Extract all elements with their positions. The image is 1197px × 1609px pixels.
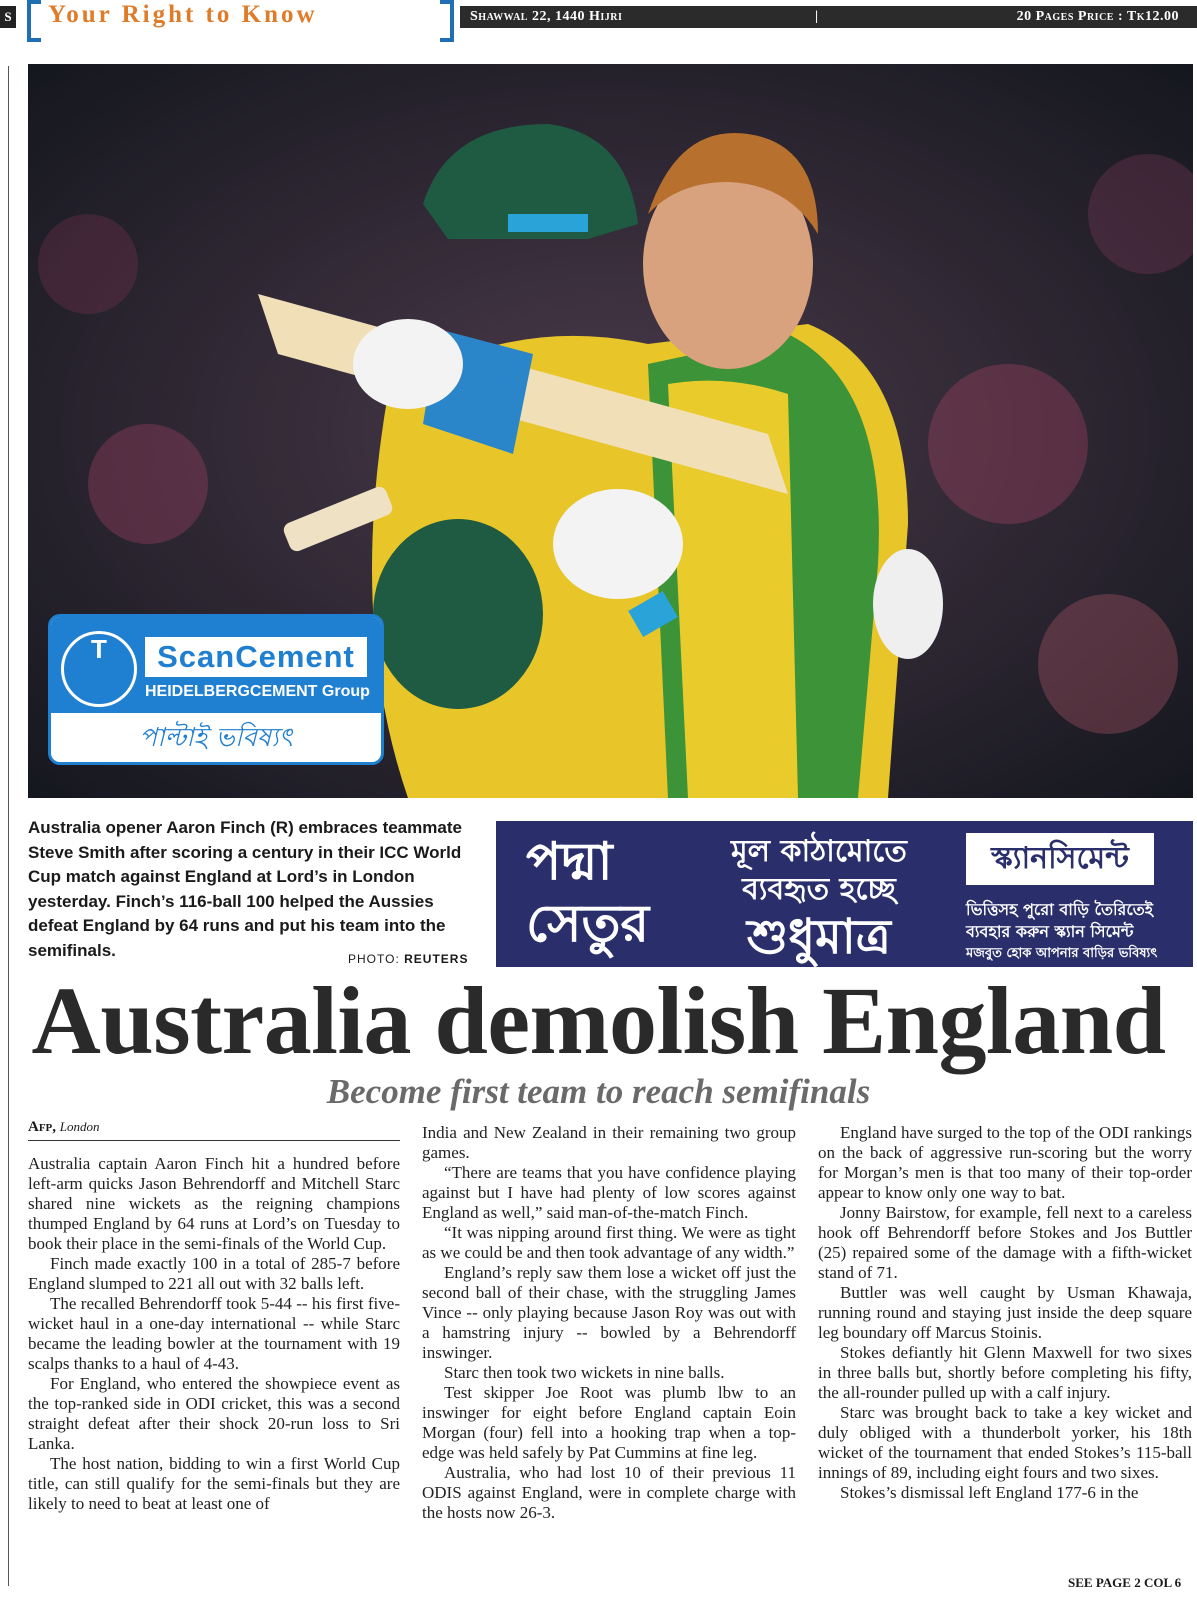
ad-middle-text bbox=[731, 833, 907, 965]
photo-credit-source: REUTERS bbox=[404, 952, 469, 966]
padma-bridge-ad bbox=[496, 821, 1193, 967]
ad-brand-box: স্ক্যানসিমেন্ট bbox=[966, 833, 1154, 885]
ad-mid-line-2: ব্যবহৃত হচ্ছে bbox=[742, 872, 896, 907]
paragraph: Jonny Bairstow, for example, fell next to a careless hook off Behrendorff before Stokes and Jos Buttler (25) repaired some of the damage with a fifth-wicket stand of 71. bbox=[818, 1203, 1192, 1282]
article-byline bbox=[28, 1119, 400, 1141]
ad-small-text bbox=[966, 899, 1176, 965]
ad-small-line-2: ব্যবহার করুন স্ক্যান সিমেন্ট bbox=[966, 922, 1134, 941]
right-bracket bbox=[440, 0, 454, 42]
photo-credit bbox=[348, 952, 468, 966]
ad-small-line-3: মজবুত হোক আপনার বাড়ির ভবিষ্যৎ bbox=[966, 946, 1158, 961]
paragraph: For England, who entered the showpiece event as the top-ranked side in ODI cricket, this was a second straight defeat after their shock 20-run loss to Sri Lanka. bbox=[28, 1374, 400, 1453]
paragraph: “There are teams that you have confidence playing against but I have had plenty of low scores against England as well,” said man-of-the-match Finch. bbox=[422, 1163, 796, 1222]
paragraph: “It was nipping around first thing. We were as tight as we could be and then took advantage of any width.” bbox=[422, 1223, 796, 1262]
scancement-tagline: পাল্টাই ভবিষ্যৎ bbox=[139, 723, 293, 753]
date-separator: | bbox=[815, 9, 819, 24]
ad-small-line-1: ভিত্তিসহ পুরো বাড়ি তৈরিতেই bbox=[966, 900, 1154, 919]
masthead-tagline: Your Right to Know bbox=[48, 1, 318, 28]
ad-left-text bbox=[526, 831, 649, 955]
pages-price: 20 Pages Price : Tk12.00 bbox=[1016, 9, 1179, 24]
scancement-ad-band bbox=[51, 617, 381, 713]
article-column-2 bbox=[422, 1123, 796, 1523]
page-edge-letter: S bbox=[0, 6, 16, 28]
ad-mid-line-3: শুধুমাত্র bbox=[746, 909, 891, 965]
scancement-logo-icon: T bbox=[61, 631, 137, 707]
continued-on-page[interactable]: SEE PAGE 2 COL 6 bbox=[1068, 1575, 1182, 1590]
paragraph: Starc then took two wickets in nine balls. bbox=[444, 1363, 725, 1382]
scancement-ad bbox=[48, 614, 384, 765]
hijri-date: Shawwal 22, 1440 Hijri bbox=[470, 9, 623, 24]
article-column-3 bbox=[818, 1123, 1192, 1503]
paragraph: Australia captain Aaron Finch hit a hundred before left-arm quicks Jason Behrendorff and Mitchell Starc shared nine wickets as the reigning champions thumped England by 64 runs at Lord’s on Tuesday to book their place in the semi-finals of the World Cup. bbox=[28, 1154, 400, 1253]
paragraph: Stokes’s dismissal left England 177-6 in the bbox=[840, 1483, 1139, 1502]
scancement-brand: ScanCement bbox=[145, 637, 367, 677]
byline-place: London bbox=[59, 1119, 100, 1134]
paragraph: Stokes defiantly hit Glenn Maxwell for two sixes in three balls but, shortly before completing his fifty, the all-rounder pulled up with a calf injury. bbox=[818, 1343, 1192, 1402]
paragraph: Finch made exactly 100 in a total of 285-7 before England slumped to 221 all out with 32 balls left. bbox=[28, 1254, 400, 1293]
photo-credit-label: PHOTO: bbox=[348, 952, 400, 966]
masthead-strip bbox=[0, 0, 1197, 36]
left-bracket bbox=[27, 0, 41, 42]
paragraph: Test skipper Joe Root was plumb lbw to an inswinger for eight before England captain Eoin Morgan (four) fell into a hooking trap when a top-edge was held safely by Pat Cummins at fine leg. bbox=[422, 1383, 796, 1462]
article-subhead: Become first team to reach semifinals bbox=[326, 1072, 871, 1111]
paragraph: The recalled Behrendorff took 5-44 -- his first five-wicket haul in a one-day international -- while Starc became the leading bowler at the tournament with 19 scalps thanks to a haul of 4-43. bbox=[28, 1294, 400, 1373]
paragraph: Australia, who had lost 10 of their previous 11 ODIS against England, were in complete charge with the hosts now 26-3. bbox=[422, 1463, 796, 1522]
ad-left-line-1: পদ্মা bbox=[526, 832, 613, 892]
paragraph: The host nation, bidding to win a first World Cup title, can still qualify for the semi-finals but they are likely to need to beat at least one of bbox=[28, 1454, 400, 1513]
paragraph: Starc was brought back to take a key wicket and duly obliged with a thunderbolt yorker, his 18th wicket of the tournament that ended Stokes’s 115-ball innings of 89, including eight fours and two sixes. bbox=[818, 1403, 1192, 1482]
paragraph: England have surged to the top of the ODI rankings on the back of aggressive run-scoring but the worry for Morgan’s men is that too many of their top-order appear to know only one way to bat. bbox=[818, 1123, 1192, 1202]
paragraph: England’s reply saw them lose a wicket off just the second ball of their chase, with the struggling James Vince -- only playing because Jason Roy was out with a hamstring injury -- bowled by a Behrendorff inswinger. bbox=[422, 1263, 796, 1362]
paragraph: Buttler was well caught by Usman Khawaja, running round and staying just inside the deep square leg boundary off Marcus Stoinis. bbox=[818, 1283, 1192, 1342]
lead-photo bbox=[28, 64, 1193, 798]
ad-mid-line-1: মূল কাঠামোতে bbox=[731, 834, 907, 869]
photo-caption: Australia opener Aaron Finch (R) embraces teammate Steve Smith after scoring a century in their ICC World Cup match against England at Lord’s in London yesterday. Finch’s 116-ball 100 helped the Aussies defeat England by 64 runs and put his team into the semifinals. bbox=[28, 818, 462, 960]
date-bar bbox=[460, 6, 1197, 28]
ad-left-line-2: সেতুর bbox=[526, 894, 650, 954]
byline-agency: Afp, bbox=[28, 1119, 57, 1135]
paragraph: India and New Zealand in their remaining two group games. bbox=[422, 1123, 796, 1162]
article-column-1 bbox=[28, 1154, 400, 1514]
article-headline: Australia demolish England bbox=[31, 967, 1166, 1074]
scancement-group: HEIDELBERGCEMENT Group bbox=[145, 683, 370, 700]
left-column-rule bbox=[8, 66, 9, 1586]
